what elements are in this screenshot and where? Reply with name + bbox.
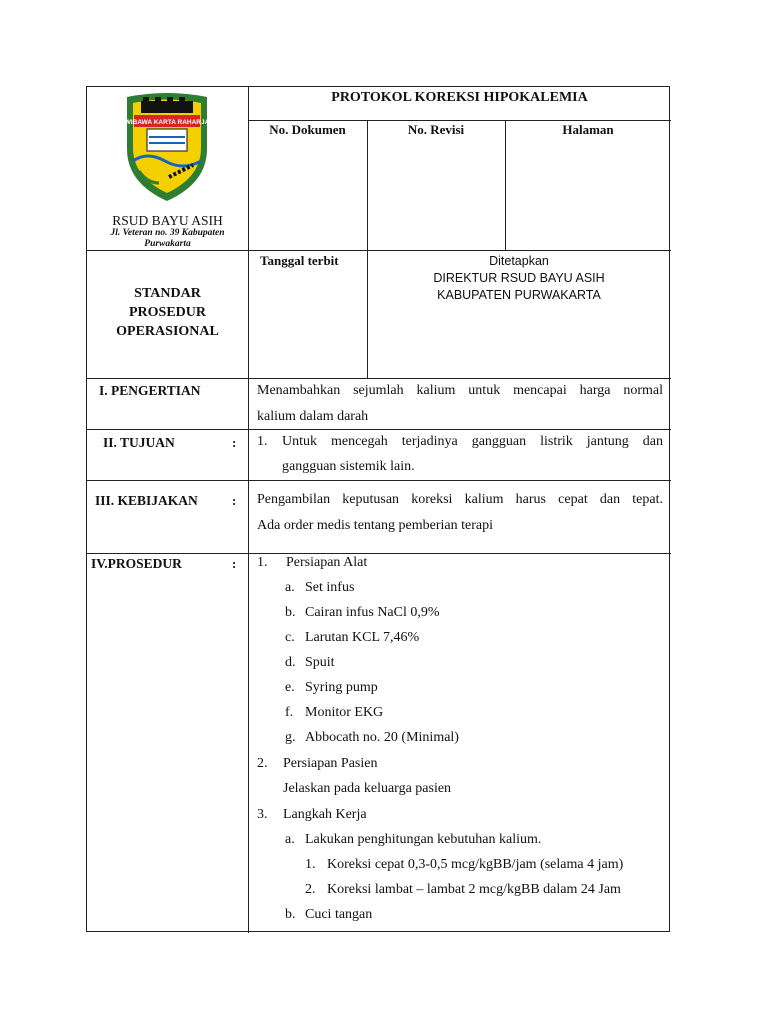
prosedur-step-2-title: Persiapan Pasien [283,756,378,771]
hospital-address-1: Jl. Veteran no. 39 Kabupaten [110,228,225,238]
hospital-logo [121,91,213,203]
tujuan-number: 1. [257,434,268,449]
kebijakan-colon: : [232,493,237,508]
prosedur-colon: : [232,556,237,571]
list-item: b. [285,605,296,620]
grid-line [87,250,671,251]
step-3a-text: Lakukan penghitungan kebutuhan kalium. [305,832,542,847]
grid-line [87,553,671,554]
grid-line [248,87,249,933]
direktur-label: DIREKTUR RSUD BAYU ASIH [433,271,605,285]
prosedur-label: IV.PROSEDUR [91,556,182,571]
grid-line [248,120,671,121]
list-item: Spuit [305,655,335,670]
list-item: g. [285,730,296,745]
step-3b-text: Cuci tangan [305,907,373,922]
pengertian-text-2: kalium dalam darah [257,409,369,424]
grid-line [367,120,368,250]
prosedur-step-1-number: 1. [257,555,268,570]
kebijakan-text-2: Ada order medis tentang pemberian terapi [257,518,493,533]
grid-line [87,480,671,481]
pengertian-text-1: Menambahkan sejumlah kalium untuk mencapai harga normal [257,383,663,398]
step-3a-marker: a. [285,832,295,847]
tujuan-text-2: gangguan sistemik lain. [282,459,415,474]
sop-title-1: STANDAR [134,286,201,301]
list-item: Abbocath no. 20 (Minimal) [305,730,459,745]
logo-motto: WIBAWA KARTA RAHARJA [124,119,210,126]
sop-document [86,86,670,932]
pengertian-label: I. PENGERTIAN [99,383,201,398]
sub-step-2-text: Koreksi lambat – lambat 2 mcg/kgBB dalam 24 Jam [327,882,621,897]
tujuan-text-1: Untuk mencegah terjadinya gangguan listrik jantung dan [282,434,663,449]
prosedur-step-3-title: Langkah Kerja [283,807,367,822]
ditetapkan-label: Ditetapkan [489,254,549,268]
col-no-dokumen: No. Dokumen [269,122,346,137]
sub-step-2-marker: 2. [305,882,316,897]
tujuan-label: II. TUJUAN [103,435,175,450]
hospital-address-2: Purwakarta [144,239,191,249]
kebijakan-text-1: Pengambilan keputusan koreksi kalium harus cepat dan tepat. [257,492,663,507]
sub-step-1-marker: 1. [305,857,316,872]
list-item: Monitor EKG [305,705,384,720]
sop-title-2: PROSEDUR [128,305,206,320]
sub-step-1-text: Koreksi cepat 0,3-0,5 mcg/kgBB/jam (selama 4 jam) [327,857,624,872]
grid-line [87,378,671,379]
sop-title-3: OPERASIONAL [116,324,219,339]
list-item: d. [285,655,296,670]
kebijakan-label: III. KEBIJAKAN [95,493,198,508]
list-item: a. [285,580,295,595]
list-item: Syring pump [305,680,378,695]
list-item: c. [285,630,295,645]
tanggal-terbit-label: Tanggal terbit [260,253,339,268]
grid-line [87,429,671,430]
col-halaman: Halaman [562,122,614,137]
document-title: PROTOKOL KOREKSI HIPOKALEMIA [331,90,588,105]
prosedur-step-2-number: 2. [257,756,268,771]
list-item: Set infus [305,580,355,595]
grid-line [505,120,506,250]
list-item: f. [285,705,294,720]
kabupaten-label: KABUPATEN PURWAKARTA [437,288,601,302]
list-item: Larutan KCL 7,46% [305,630,420,645]
prosedur-step-1-title: Persiapan Alat [286,555,368,570]
list-item: e. [285,680,295,695]
list-item: Cairan infus NaCl 0,9% [305,605,440,620]
prosedur-step-2-text: Jelaskan pada keluarga pasien [283,781,452,796]
step-3b-marker: b. [285,907,296,922]
hospital-name: RSUD BAYU ASIH [112,213,223,228]
col-no-revisi: No. Revisi [407,122,465,137]
tujuan-colon: : [232,435,237,450]
prosedur-step-3-number: 3. [257,807,268,822]
